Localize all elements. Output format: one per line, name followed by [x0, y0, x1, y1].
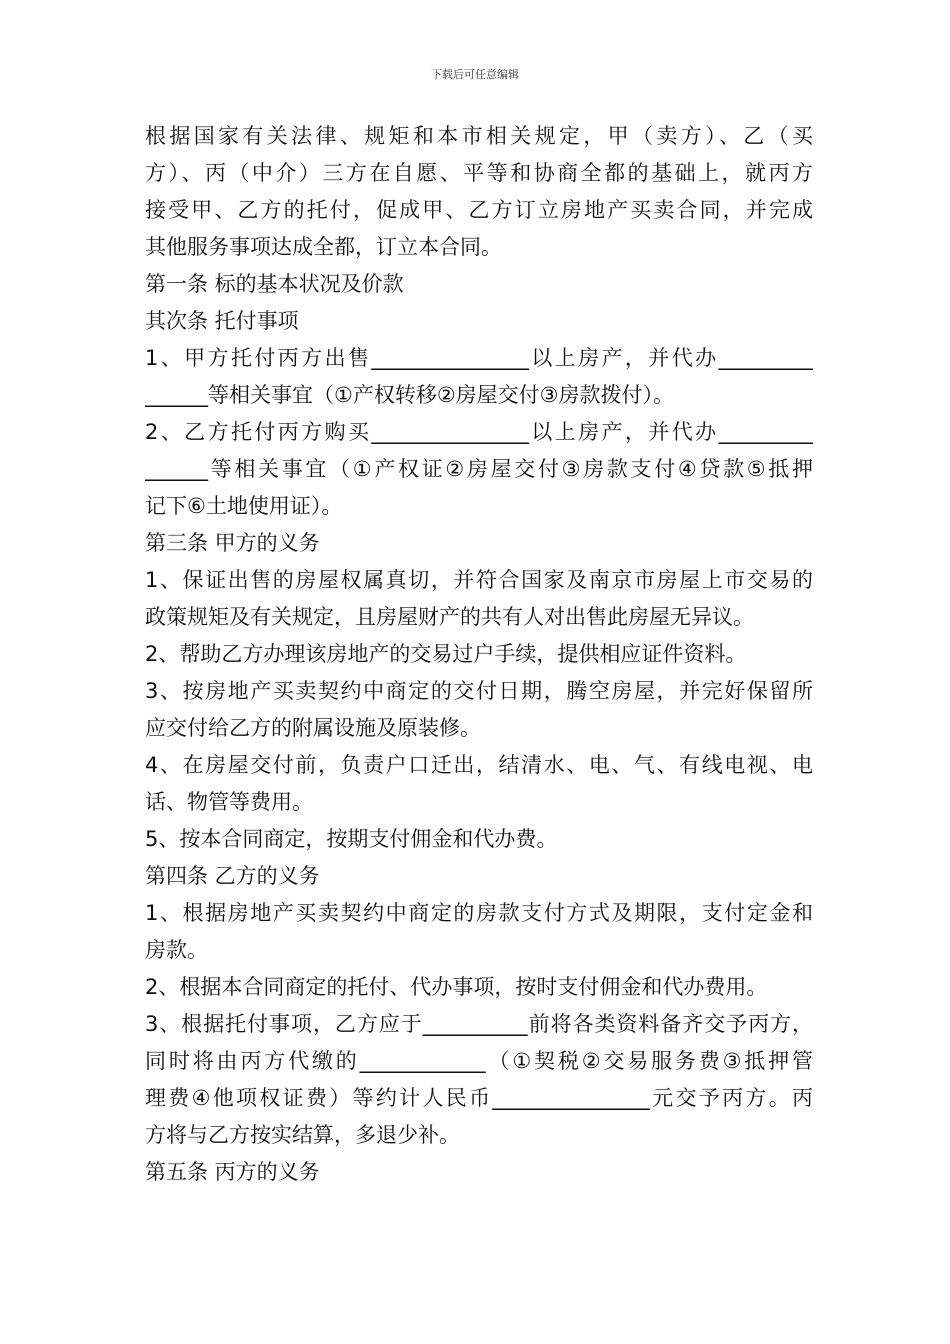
section-heading: 第五条 丙方的义务 — [145, 1160, 320, 1184]
clause-line: 政策规矩及有关规定，且房屋财产的共有人对出售此房屋无异议。 — [145, 605, 754, 629]
clause-line: 2、乙方托付丙方购买_______________以上房产，并代办_________ — [145, 420, 813, 444]
clause-line: 1、保证出售的房屋权属真切，并符合国家及南京市房屋上市交易的 — [145, 568, 813, 592]
clause-line: 记下⑥土地使用证）。 — [145, 494, 343, 518]
paragraph-line: 根据国家有关法律、规矩和本市相关规定，甲（卖方）、乙（买 — [145, 124, 813, 148]
clause-line: 3、按房地产买卖契约中商定的交付日期，腾空房屋，并完好保留所 — [145, 679, 813, 703]
clause-line: ______等相关事宜（①产权证②房屋交付③房款支付④贷款⑤抵押 — [145, 457, 813, 481]
section-heading: 第一条 标的基本状况及价款 — [145, 272, 404, 296]
clause-line: 2、帮助乙方办理该房地产的交易过户手续，提供相应证件资料。 — [145, 642, 747, 666]
clause-line: 3、根据托付事项，乙方应于__________前将各类资料备齐交予丙方， — [145, 1012, 813, 1036]
clause-line: 房款。 — [145, 938, 208, 962]
clause-line: 应交付给乙方的附属设施及原装修。 — [145, 716, 481, 740]
document-body — [145, 118, 813, 1191]
clause-line: 理费④他项权证费）等约计人民币_______________元交予丙方。丙 — [145, 1086, 813, 1110]
clause-line: 5、按本合同商定，按期支付佣金和代办费。 — [145, 827, 558, 851]
paragraph-line: 方）、丙（中介）三方在自愿、平等和协商全都的基础上，就丙方 — [145, 161, 813, 185]
clause-line: ______等相关事宜（①产权转移②房屋交付③房款拨付）。 — [145, 383, 674, 407]
page-header: 下载后可任意编辑 — [431, 68, 519, 81]
clause-line: 话、物管等费用。 — [145, 790, 313, 814]
clause-line: 方将与乙方按实结算，多退少补。 — [145, 1123, 460, 1147]
section-heading: 第四条 乙方的义务 — [145, 864, 320, 888]
section-heading: 第三条 甲方的义务 — [145, 531, 320, 555]
clause-line: 同时将由丙方代缴的____________（①契税②交易服务费③抵押管 — [145, 1049, 813, 1073]
clause-line: 2、根据本合同商定的托付、代办事项，按时支付佣金和代办费用。 — [145, 975, 768, 999]
clause-line: 4、在房屋交付前，负责户口迁出，结清水、电、气、有线电视、电 — [145, 753, 813, 777]
paragraph-line: 接受甲、乙方的托付，促成甲、乙方订立房地产买卖合同，并完成 — [145, 198, 813, 222]
clause-line: 1、甲方托付丙方出售_______________以上房产，并代办_________ — [145, 346, 813, 370]
paragraph-line: 其他服务事项达成全都，订立本合同。 — [145, 235, 502, 259]
clause-line: 1、根据房地产买卖契约中商定的房款支付方式及期限，支付定金和 — [145, 901, 813, 925]
section-heading: 其次条 托付事项 — [145, 309, 299, 333]
